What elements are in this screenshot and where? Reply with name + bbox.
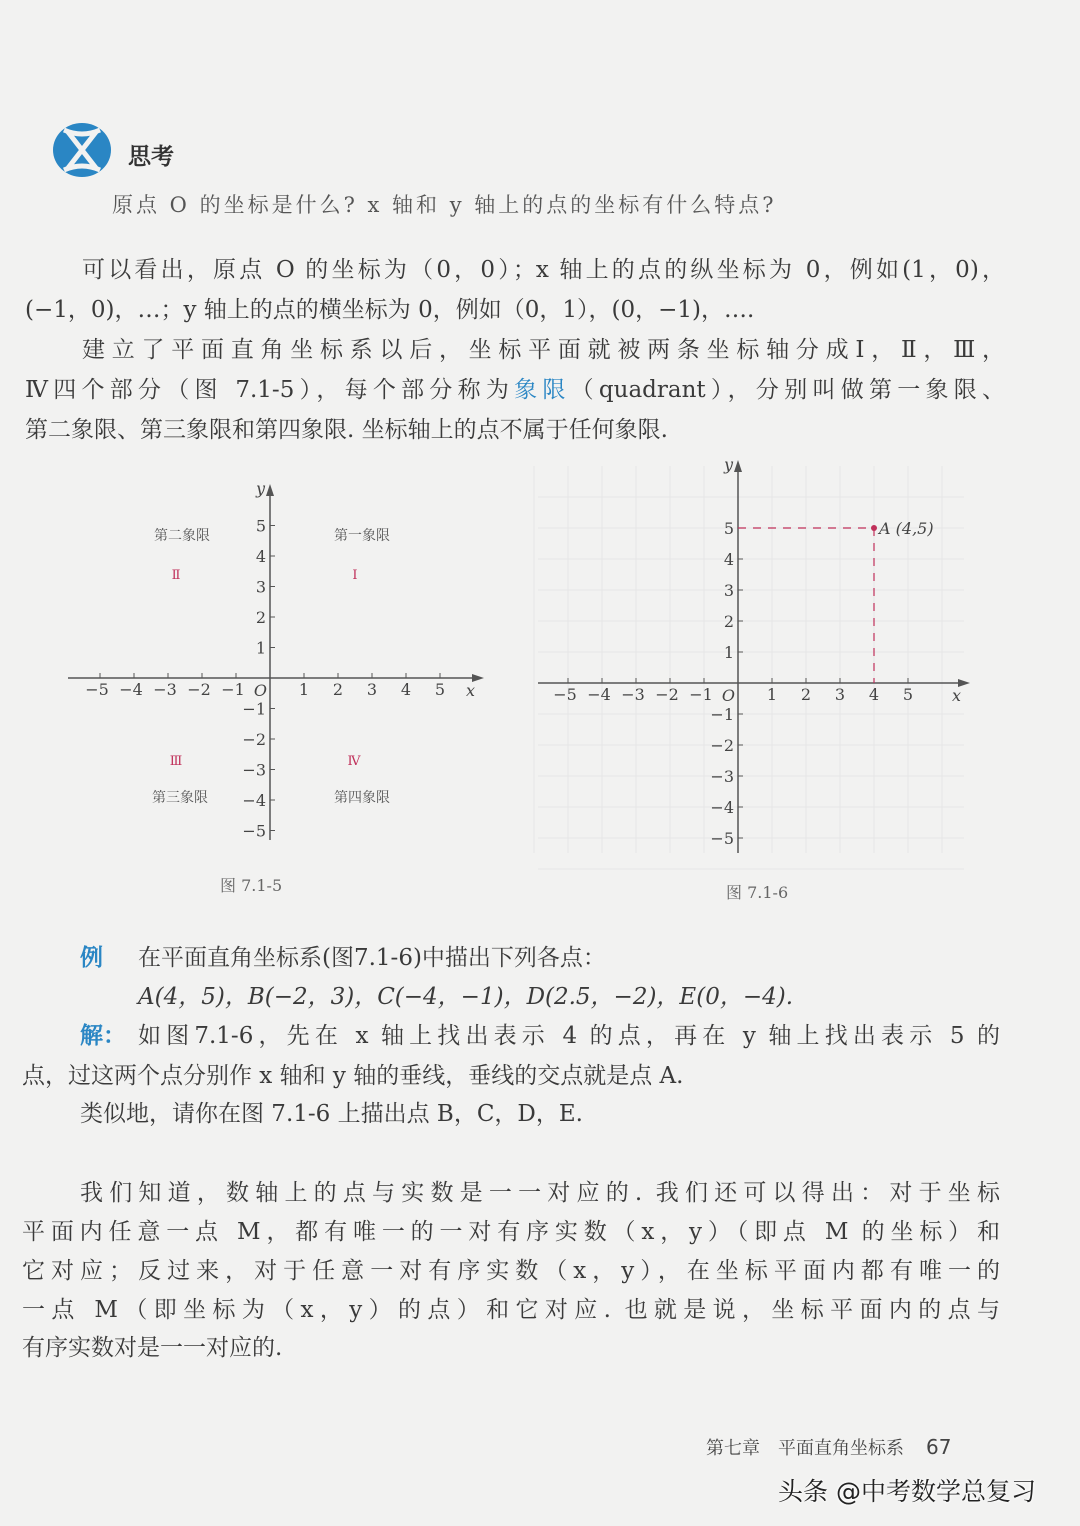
y-tick-label: −3 [242, 760, 266, 780]
example-line: A(4，5)，B(−2，3)，C(−4，−1)，D(2.5，−2)，E(0，−4). [138, 984, 794, 1010]
y-tick-label: 3 [723, 581, 734, 600]
x-tick-label: −1 [221, 680, 245, 699]
chapter-title: 第七章 平面直角坐标系 [706, 1438, 904, 1459]
y-tick-label: 2 [723, 612, 734, 631]
x-axis-label: x [952, 686, 962, 705]
quadrant-name: 第三象限 [152, 790, 208, 806]
y-tick-label: −3 [710, 767, 734, 786]
y-tick-label: −1 [242, 699, 266, 719]
paragraph-line: (−1，0)，…；y 轴上的点的横坐标为 0，例如（0，1），(0，−1)，…. [25, 297, 755, 323]
solution-line: 点，过这两个点分别作 x 轴和 y 轴的垂线，垂线的交点就是点 A. [22, 1063, 684, 1089]
x-tick-label: −1 [689, 685, 713, 704]
y-tick-label: −4 [710, 798, 734, 817]
text: （quadrant），分别叫做第一象限、 [570, 377, 1005, 403]
x-tick-label: 5 [434, 680, 446, 699]
y-tick-label: −1 [710, 705, 734, 724]
solution-tag: 解： [80, 1022, 126, 1049]
y-tick-label: −4 [242, 791, 266, 810]
x-axis-label: x [466, 681, 476, 700]
figure-caption: 图 7.1-5 [220, 876, 283, 895]
origin-label: O [721, 686, 735, 705]
y-tick-label: 3 [255, 577, 266, 597]
quadrant-numeral: Ⅲ [169, 754, 183, 769]
quadrant-name: 第四象限 [334, 790, 390, 806]
y-tick-label: −5 [710, 829, 734, 848]
solution-line: 类似地，请你在图 7.1-6 上描出点 B，C，D，E. [80, 1101, 583, 1127]
y-tick-label: 4 [255, 547, 266, 566]
origin-label: O [253, 681, 267, 700]
quadrant-numeral: Ⅰ [352, 568, 358, 583]
y-tick-label: −2 [242, 730, 266, 749]
page-number: 67 [926, 1435, 952, 1459]
x-tick-label: 3 [366, 680, 378, 699]
y-axis-arrow [734, 460, 742, 472]
y-tick-label: 5 [723, 519, 734, 538]
x-tick-label: −2 [187, 680, 211, 699]
example-tag: 例 [80, 944, 103, 971]
paragraph-line: 我们知道，数轴上的点与实数是一一对应的. 我们还可以得出：对于坐标 [80, 1180, 1000, 1206]
x-tick-label: −5 [85, 680, 109, 699]
y-tick-label: −5 [242, 821, 266, 841]
x-tick-label: −2 [655, 685, 679, 704]
paragraph-line: 建立了平面直角坐标系以后，坐标平面就被两条坐标轴分成Ⅰ，Ⅱ，Ⅲ， [82, 337, 1005, 363]
quadrant-name: 第一象限 [334, 528, 390, 544]
section-title: 思考 [128, 144, 174, 170]
x-tick-label: 5 [902, 685, 914, 704]
y-axis-label: y [256, 479, 266, 498]
x-tick-label: 4 [400, 680, 412, 699]
example-line: 在平面直角坐标系(图7.1-6)中描出下列各点： [138, 945, 606, 971]
quadrant-numeral: Ⅱ [171, 568, 181, 583]
x-tick-label: −4 [587, 685, 611, 704]
quadrant-numeral: Ⅳ [347, 754, 361, 769]
page-footer [706, 1434, 951, 1460]
y-tick-label: 4 [723, 550, 734, 569]
y-tick-label: 2 [255, 608, 266, 627]
figure-caption: 图 7.1-6 [726, 883, 789, 902]
point-a-label: A (4,5) [879, 519, 934, 538]
paragraph-line: 有序实数对是一一对应的. [22, 1335, 283, 1361]
x-tick-label: 2 [800, 685, 812, 704]
solution-line: 如图7.1-6，先在 x 轴上找出表示 4 的点，再在 y 轴上找出表示 5 的 [138, 1023, 1000, 1049]
paragraph-line: 它对应；反过来，对于任意一对有序实数（x，y），在坐标平面内都有唯一的 [22, 1258, 1000, 1284]
y-axis-label: y [724, 455, 734, 474]
paragraph-line: 平面内任意一点 M，都有唯一的一对有序实数（x，y）（即点 M 的坐标）和 [22, 1219, 1000, 1245]
x-tick-label: −3 [153, 680, 177, 699]
x-tick-label: 1 [298, 680, 310, 699]
term-quadrant: 象限 [514, 377, 571, 403]
y-tick-label: 5 [255, 516, 266, 536]
quadrant-name: 第二象限 [154, 528, 210, 544]
think-question: 原点 O 的坐标是什么? x 轴和 y 轴上的点的坐标有什么特点? [112, 193, 777, 217]
watermark: 头条 @中考数学总复习 [778, 1477, 1036, 1506]
x-tick-label: −3 [621, 685, 645, 704]
paragraph-line: 第二象限、第三象限和第四象限. 坐标轴上的点不属于任何象限. [25, 417, 668, 443]
x-tick-label: 1 [766, 685, 778, 704]
x-tick-label: 3 [834, 685, 846, 704]
x-tick-label: −4 [119, 680, 143, 699]
x-tick-label: −5 [553, 685, 577, 704]
y-tick-label: 1 [255, 638, 266, 658]
y-tick-label: 1 [723, 643, 734, 662]
text: Ⅳ四个部分（图 7.1-5），每个部分称为 [25, 377, 515, 403]
point-a [871, 525, 877, 531]
paragraph-line: 一点 M（即坐标为（x，y）的点）和它对应. 也就是说，坐标平面内的点与 [22, 1297, 1000, 1323]
paragraph-line: 可以看出，原点 O 的坐标为（0，0）；x 轴上的点的纵坐标为 0，例如(1，0)， [82, 257, 1005, 283]
y-tick-label: −2 [710, 736, 734, 755]
x-tick-label: 2 [332, 680, 344, 699]
x-tick-label: 4 [868, 685, 880, 704]
